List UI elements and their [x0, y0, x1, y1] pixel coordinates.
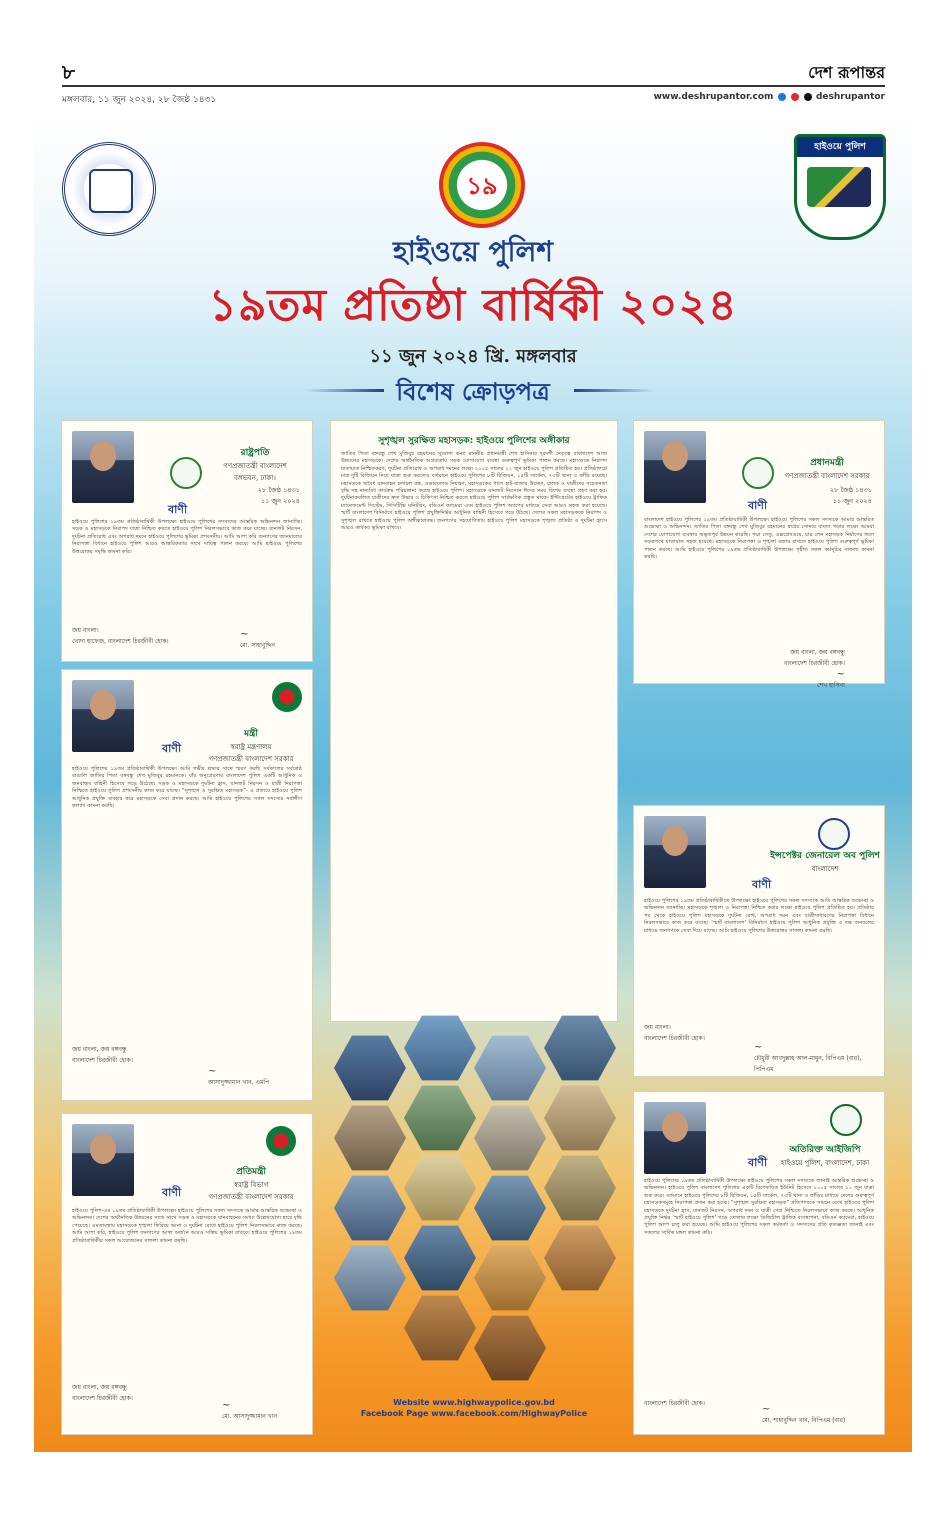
addl-igp-signature: ~ মো. শাহাবুদ্দিন খান, বিপিএম (বার) [762, 1404, 846, 1424]
highway-police-shield-icon [794, 134, 886, 240]
youtube-icon [791, 93, 799, 101]
collage-photo [544, 1152, 616, 1224]
home-minister-role: মন্ত্রী স্বরাষ্ট্র মন্ত্রণালয় গণপ্রজাতন্ত্রী বাংলাদেশ সরকার [208, 729, 294, 763]
facebook-icon [778, 93, 786, 101]
collage-photo [474, 1312, 546, 1384]
igp-role: ইন্সপেক্টর জেনারেল অব পুলিশ বাংলাদেশ [770, 851, 880, 873]
president-photo [72, 431, 134, 503]
pm-signature: শেখ হাসিনা [817, 682, 845, 689]
home-minister-message-body: হাইওয়ে পুলিশের ১৯তম প্রতিষ্ঠাবার্ষিকী উপলক্ষ্যে আমি গভীর শ্রদ্ধার সাথে স্মরণ করছি সর্বকালের সর্বশ্রেষ্ঠ বাঙালি জাতির পিতা বঙ্গবন্ধু শেখ মুজিবুর রহমানকে। যাঁর অনুপ্রেরণায় বাংলাদেশ পুলিশ একটি আধুনিক ও জনবান্ধব বাহিনী হিসেবে গড়ে উঠেছে। সড়ক ও মহাসড়কে দুর্ঘটনা হ্রাস, যানজট নিরসন ও যাত্রী নিরাপত্তা নিশ্চিতে হাইওয়ে পুলিশ প্রশংসনীয় কাজ করে যাচ্ছে। “সুশৃঙ্খল ও সুরক্ষিত মহাসড়ক”- এ প্রত্যয়ে হাইওয়ে পুলিশ আধুনিক প্রযুক্তি ব্যবহার করে মহাসড়কে সেবা প্রদান করছে। আমি হাইওয়ে পুলিশের সকল সদস্যের সর্বাঙ্গীণ কল্যাণ কামনা করছি। [72, 766, 302, 810]
addl-igp-message-card [634, 1092, 884, 1434]
igp-message-card [634, 806, 884, 1076]
state-minister-role: প্রতিমন্ত্রী স্বরাষ্ট্র বিভাগ গণপ্রজাতন্ত্রী বাংলাদেশ সরকার [208, 1167, 294, 1201]
home-minister-signature: ~ আসাদুজ্জামান খান, এমপি [208, 1066, 270, 1086]
center-article [331, 421, 617, 1021]
home-minister-baani-heading: বাণী [162, 742, 182, 755]
state-minister-message-card [62, 1114, 312, 1434]
center-article-heading: সুশৃঙ্খল সুরক্ষিত মহাসড়ক: হাইওয়ে পুলিশের অঙ্গীকার [378, 436, 570, 446]
issue-date: মঙ্গলবার, ১১ জুন ২০২৪, ২৮ জৈষ্ঠ ১৪৩১ [62, 95, 217, 105]
newspaper-website[interactable] [654, 92, 885, 102]
masthead-rule [62, 85, 885, 87]
collage-photo [404, 1152, 476, 1224]
collage-photo [334, 1032, 406, 1104]
highway-road-icon [807, 167, 871, 207]
collage-photo [474, 1032, 546, 1104]
igp-photo [644, 816, 706, 888]
home-minister-closing: জয় বাংলা, জয় বঙ্গবন্ধু বাংলাদেশ চিরজীবী হোক। [72, 1046, 133, 1064]
newspaper-masthead [0, 0, 945, 110]
collage-photo [544, 1222, 616, 1294]
addl-igp-role: অতিরিক্ত আইজিপি হাইওয়ে পুলিশ, বাংলাদেশ, ঢাকা [780, 1145, 870, 1167]
collage-photo [544, 1012, 616, 1084]
govt-emblem-icon-2 [266, 1126, 296, 1156]
collage-photo [404, 1012, 476, 1084]
pm-message-card [634, 421, 884, 689]
igp-closing: জয় বাংলা। বাংলাদেশ চিরজীবী হোক। [644, 1024, 705, 1042]
igp-baani-heading: বাণী [752, 878, 772, 891]
police-emblem-icon [62, 142, 156, 236]
supplement-poster [34, 112, 912, 1452]
president-message-body: হাইওয়ে পুলিশের ১৯তম প্রতিষ্ঠাবার্ষিকী উপলক্ষ্যে হাইওয়ে পুলিশের সদস্যদের আন্তরিক অভিনন্দন জানাচ্ছি। সড়ক ও মহাসড়কে নিরাপদ যাত্রা নিশ্চিত করতে হাইওয়ে পুলিশ নিরলসভাবে কাজ করে যাচ্ছে। যানজট নিরসন, দুর্ঘটনা প্রতিরোধ এবং অপরাধ দমনে হাইওয়ে পুলিশের ভূমিকা প্রশংসনীয়। আমি আশা করি জনগণের জানমালের নিরাপত্তা বিধানে হাইওয়ে পুলিশ আরও আন্তরিকতার সাথে দায়িত্ব পালন করবে। আমি হাইওয়ে পুলিশের উত্তরোত্তর সমৃদ্ধি কামনা করি। [72, 519, 302, 555]
main-title: ১৯তম প্রতিষ্ঠা বার্ষিকী ২০২৪ [208, 280, 738, 331]
govt-seal-icon [742, 457, 774, 489]
poster-footer [334, 1397, 614, 1419]
home-minister-message-card [62, 670, 312, 1100]
state-minister-photo [72, 1124, 134, 1196]
home-minister-photo [72, 680, 134, 752]
president-baani-heading: বাণী [168, 503, 188, 516]
highway-police-website[interactable]: Website www.highwaypolice.gov.bd [393, 1398, 555, 1407]
police-badge-icon [818, 818, 850, 850]
collage-photo [334, 1242, 406, 1314]
collage-photo [404, 1222, 476, 1294]
collage-photo [334, 1102, 406, 1174]
igp-message-body: হাইওয়ে পুলিশের ১৯তম প্রতিষ্ঠাবার্ষিকীতে উপলক্ষ্যে হাইওয়ে পুলিশের সকল সদস্যকে আমি আন্তরিক শুভেচ্ছা ও অভিনন্দন জানাচ্ছি। মহাসড়কে শৃঙ্খলা ও নিরাপত্তা নিশ্চিত করার লক্ষ্যে হাইওয়ে পুলিশ প্রতিষ্ঠিত হয়। প্রতিষ্ঠার পর থেকে হাইওয়ে পুলিশ মহাসড়কে দুর্ঘটনা রোধ, অপরাধ দমন এবং যাত্রীসাধারণের নিরাপত্তা বিধানে নিরলসভাবে কাজ করে যাচ্ছে। ‘স্মার্ট বাংলাদেশ’ বিনির্মাণে হাইওয়ে পুলিশ আধুনিক প্রযুক্তি ও দক্ষ জনবলের মাধ্যমে জনগণকে সেবা দিয়ে যাচ্ছে। আমি হাইওয়ে পুলিশের উত্তরোত্তর সাফল্য কামনা করছি। [644, 898, 874, 934]
highway-police-facebook[interactable]: Facebook Page www.facebook.com/HighwayPolice [360, 1409, 588, 1418]
shield-label: হাইওয়ে পুলিশ [797, 137, 883, 157]
state-minister-signature: ~ মো. আসাদুজ্জামান খান [222, 1400, 278, 1420]
collage-photo [404, 1292, 476, 1364]
collage-photo [474, 1102, 546, 1174]
govt-emblem-icon [272, 682, 302, 712]
president-message-card [62, 421, 312, 661]
newspaper-logo: দেশ রূপান্তর [808, 63, 885, 82]
pm-message-body: বাংলাদেশ হাইওয়ে পুলিশের ১৯তম প্রতিষ্ঠাবার্ষিকী উপলক্ষ্যে হাইওয়ে পুলিশের সকল সদস্যকে আমার আন্তরিক শুভেচ্ছা ও অভিনন্দন। জাতির পিতা বঙ্গবন্ধু শেখ মুজিবুর রহমানের স্বপ্নের সোনার বাংলা গড়ার লক্ষ্যে আমরা দেশের যোগাযোগ ব্যবস্থার অভূতপূর্ব উন্নয়ন করেছি। পদ্মা সেতু, এক্সপ্রেসওয়ে, চার লেন মহাসড়ক নির্মাণের ফলে সড়কপথে যাতায়াত সহজ হয়েছে। মহাসড়কে নিরাপত্তা ও শৃঙ্খলা বজায় রাখতে হাইওয়ে পুলিশ গুরুত্বপূর্ণ ভূমিকা পালন করছে। আমি হাইওয়ে পুলিশের ১৯তম প্রতিষ্ঠাবার্ষিকী উপলক্ষ্যে গৃহীত সকল কর্মসূচির সাফল্য কামনা করছি। [644, 517, 874, 561]
addl-igp-photo [644, 1102, 706, 1174]
state-minister-closing: জয় বাংলা, জয় বঙ্গবন্ধু বাংলাদেশ চিরজীবী হোক। [72, 1384, 133, 1402]
pm-date: ২৮ জৈষ্ঠ ১৪৩১ ১১ জুন ২০২৪ [829, 486, 872, 505]
pm-closing: জয় বাংলা, জয় বঙ্গবন্ধু বাংলাদেশ চিরজীবী হোক। ~ শেখ হাসিনা [784, 649, 845, 689]
pm-photo [644, 431, 706, 503]
website-link[interactable]: www.deshrupantor.com [653, 92, 774, 102]
president-closing: জয় বাংলা। খোদা হাফেজ, বাংলাদেশ চিরজীবী হোক। [72, 627, 169, 645]
president-date: ২৮ জৈষ্ঠ ১৪৩১ ১১ জুন ২০২৪ [257, 486, 300, 505]
event-date: ১১ জুন ২০২৪ খ্রি. মঙ্গলবার [369, 346, 577, 367]
president-role: রাষ্ট্রপতি গণপ্রজাতন্ত্রী বাংলাদেশ বঙ্গভবন, ঢাকা। [223, 448, 287, 482]
collage-photo [544, 1082, 616, 1154]
collage-photo [474, 1242, 546, 1314]
title-swoosh-right [574, 389, 654, 392]
state-minister-message-body: হাইওয়ে পুলিশ-এর ১৯তম প্রতিষ্ঠাবার্ষিকী উপলক্ষ্যে হাইওয়ে পুলিশের সকল সদস্যকে আমার আন্তরিক শুভেচ্ছা ও অভিনন্দন। দেশের অর্থনৈতিক উন্নয়নের সাথে সাথে সড়ক ও মহাসড়কে যানবাহনের সংখ্যা উল্লেখযোগ্য হারে বৃদ্ধি পেয়েছে। এমতাবস্থায় মহাসড়কে শৃঙ্খলা ফিরিয়ে আনা ও দুর্ঘটনা রোধে হাইওয়ে পুলিশ নিরলসভাবে কাজ করছে। আমি আশা করি, হাইওয়ে পুলিশ জনগণের আস্থা অর্জনে আরও সক্রিয় ভূমিকা রাখবে। হাইওয়ে পুলিশের ১৯তম প্রতিষ্ঠাবার্ষিকীর সকল আয়োজনের সাফল্য কামনা করছি। [72, 1208, 302, 1244]
pm-role: প্রধানমন্ত্রী গণপ্রজাতন্ত্রী বাংলাদেশ সরকার [784, 458, 870, 480]
anniversary-logo [439, 142, 525, 228]
collage-photo [474, 1172, 546, 1244]
igp-signature: ~ চৌধুরী আবদুল্লাহ আল-মামুন, বিপিএম (বার), পিপিএম [754, 1042, 862, 1073]
president-signature: ~ মো. সাহাবুদ্দিন [240, 629, 275, 649]
org-title: হাইওয়ে পুলিশ [393, 235, 553, 268]
addl-igp-baani-heading: বাণী [748, 1156, 768, 1169]
pm-baani-heading: বাণী [748, 499, 768, 512]
state-minister-baani-heading: বাণী [162, 1186, 182, 1199]
addl-igp-message-body: হাইওয়ে পুলিশের ১৯তম প্রতিষ্ঠাবার্ষিকী উপলক্ষ্যে হাইওয়ে পুলিশের সকল সদস্যকে জানাই আন্তরিক শুভেচ্ছা ও অভিনন্দন। হাইওয়ে পুলিশ বাংলাদেশ পুলিশের একটি বিশেষায়িত ইউনিট হিসেবে ২০০৫ সালের ১১ জুন যাত্রা শুরু করে। বর্তমানে হাইওয়ে পুলিশের ৮টি রিজিয়ন, ১৫টি সার্কেল, ৭৩টি থানা ও ফাঁড়ির মাধ্যমে দেশের গুরুত্বপূর্ণ মহাসড়কসমূহে নিরাপত্তা প্রদান করা হচ্ছে। “সুশৃঙ্খল সুরক্ষিত মহাসড়ক” প্রতিপাদ্যকে সামনে রেখে হাইওয়ে পুলিশ মহাসড়কে দুর্ঘটনা হ্রাস, যানজট নিরসন, অপরাধ দমন ও যাত্রী সেবা নিশ্চিতে নিরলসভাবে কাজ করছে। আধুনিক প্রযুক্তি নির্ভর ‘স্মার্ট হাইওয়ে পুলিশ’ গড়ে তোলার লক্ষ্যে ডিজিটাল ট্রাফিক ব্যবস্থাপনা, বডিওর্ন ক্যামেরা, হাইওয়ে পুলিশ অ্যাপ চালু করা হয়েছে। আমি হাইওয়ে পুলিশের সকল কর্মকর্তা ও সদস্যদের প্রতি কৃতজ্ঞতা জানাই এবং সকলের সার্বিক মঙ্গল কামনা করি। [644, 1178, 874, 1236]
supplement-title: বিশেষ ক্রোড়পত্র [396, 377, 550, 406]
page-number: ৮ [62, 60, 75, 84]
collage-photo [334, 1172, 406, 1244]
bangabhaban-seal-icon [170, 457, 202, 489]
center-article-body: জাতির পিতা বঙ্গবন্ধু শেখ মুজিবুর রহমানের সুযোগ্য কন্যা মাননীয় প্রধানমন্ত্রী শেখ হাসিনার দূরদর্শী নেতৃত্বে বাংলাদেশ আজ উন্নয়নের মহাসড়কে। দেশের অর্থনৈতিক অগ্রযাত্রায় সড়ক যোগাযোগ ব্যবস্থা গুরুত্বপূর্ণ ভূমিকা পালন করছে। মহাসড়কে নিরাপদ যাতায়াত নিশ্চিতকরণ, দুর্ঘটনা প্রতিরোধ ও অপরাধ দমনের লক্ষ্যে ২০০৫ সালের ১১ জুন হাইওয়ে পুলিশ প্রতিষ্ঠিত হয়। প্রতিষ্ঠালগ্নে মাত্র দুটি রিজিয়ন নিয়ে যাত্রা শুরু করলেও বর্তমানে হাইওয়ে পুলিশের ৮টি রিজিয়ন, ১৫টি সার্কেল, ৭৩টি থানা ও ফাঁড়ি রয়েছে। মহাসড়কে অবৈধ যানবাহন চলাচল বন্ধ, ওভারলোড নিয়ন্ত্রণ, মহাসড়কের পাশে হাট-বাজার উচ্ছেদ, চালক ও যাত্রীদের সচেতনতা বৃদ্ধি সহ নানাবিধ কার্যক্রম পরিচালনা করছে হাইওয়ে পুলিশ। মহাসড়কে যানজট নিরসনে ঈদের সময় বিশেষ ব্যবস্থা গ্রহণ করা হয়। দুর্ঘটনাকবলিত যাত্রীদের দ্রুত উদ্ধার ও চিকিৎসা নিশ্চিত করতে হাইওয়ে পুলিশ সার্বক্ষণিক প্রস্তুত থাকে। ইন্টিগ্রেটেড হাইওয়ে ট্রাফিক ম্যানেজমেন্ট সিস্টেম, সিসিটিভি মনিটরিং, বডিওর্ন ক্যামেরা এবং হাইওয়ে পুলিশ অ্যাপের মাধ্যমে সেবা আরও সহজ করা হয়েছে। স্মার্ট বাংলাদেশ বিনির্মাণে হাইওয়ে পুলিশ প্রযুক্তিনির্ভর আধুনিক বাহিনী হিসেবে গড়ে উঠছে। দেশের সকল মহাসড়ককে নিরাপদ ও সুশৃঙ্খল রাখতে হাইওয়ে পুলিশ অঙ্গীকারাবদ্ধ। জনগণের সহযোগিতায় হাইওয়ে পুলিশ মহাসড়কে শৃঙ্খলা প্রতিষ্ঠা ও দুর্ঘটনা হ্রাসে আরও কার্যকর ভূমিকা রাখবে। [341, 451, 607, 532]
highway-police-badge-icon [830, 1104, 862, 1136]
addl-igp-closing: বাংলাদেশ চিরজীবী হোক। [644, 1400, 705, 1407]
x-icon [804, 93, 812, 101]
social-handle[interactable]: deshrupantor [815, 92, 885, 102]
anniversary-number: ১৯ [466, 171, 498, 200]
collage-photo [404, 1082, 476, 1154]
